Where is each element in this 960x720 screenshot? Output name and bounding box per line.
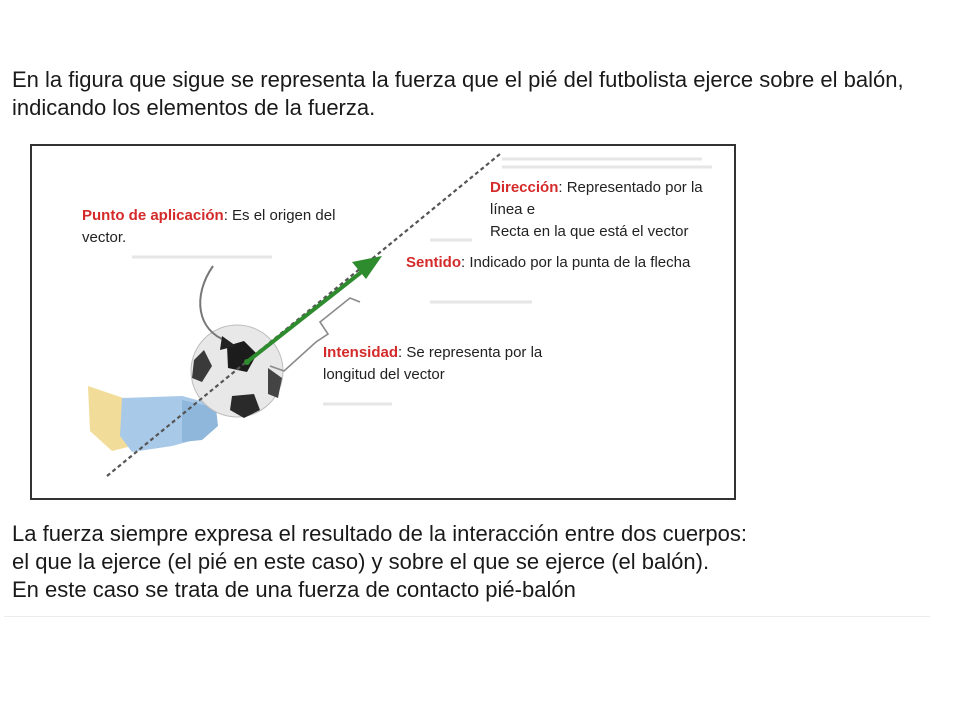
text-punto-aplicacion: : Es el origen del vector. xyxy=(82,207,336,246)
intro-text: En la figura que sigue se representa la fuerza que el pié del futbolista ejerce sobre el balón, indicando los elementos de la fuerza. xyxy=(12,67,904,120)
divider xyxy=(4,616,930,617)
annotation-sentido xyxy=(406,252,696,274)
text-intensidad: : Se representa por la longitud del vector xyxy=(323,344,543,383)
application-point xyxy=(244,359,250,365)
term-sentido: Sentido xyxy=(406,254,461,271)
text-direccion-line2: Recta en la que está el vector xyxy=(490,223,689,240)
force-diagram xyxy=(30,144,736,500)
annotation-intensidad xyxy=(323,342,583,386)
annotation-direccion xyxy=(490,177,730,243)
conclusion-line-1: La fuerza siempre expresa el resultado de la interacción entre dos cuerpos: xyxy=(12,521,747,546)
term-direccion: Dirección xyxy=(490,179,559,196)
soccer-ball xyxy=(191,325,283,418)
conclusion-line-2: el que la ejerce (el pié en este caso) y sobre el que se ejerce (el balón). xyxy=(12,549,710,574)
text-sentido: : Indicado por la punta de la flecha xyxy=(461,254,691,271)
term-punto-aplicacion: Punto de aplicación xyxy=(82,207,224,224)
conclusion-line-3: En este caso se trata de una fuerza de contacto pié-balón xyxy=(12,577,576,602)
conclusion-text xyxy=(12,520,942,604)
text-direccion: : Representado por la línea e xyxy=(490,179,703,218)
annotation-punto-aplicacion xyxy=(82,205,342,249)
term-intensidad: Intensidad xyxy=(323,344,399,361)
